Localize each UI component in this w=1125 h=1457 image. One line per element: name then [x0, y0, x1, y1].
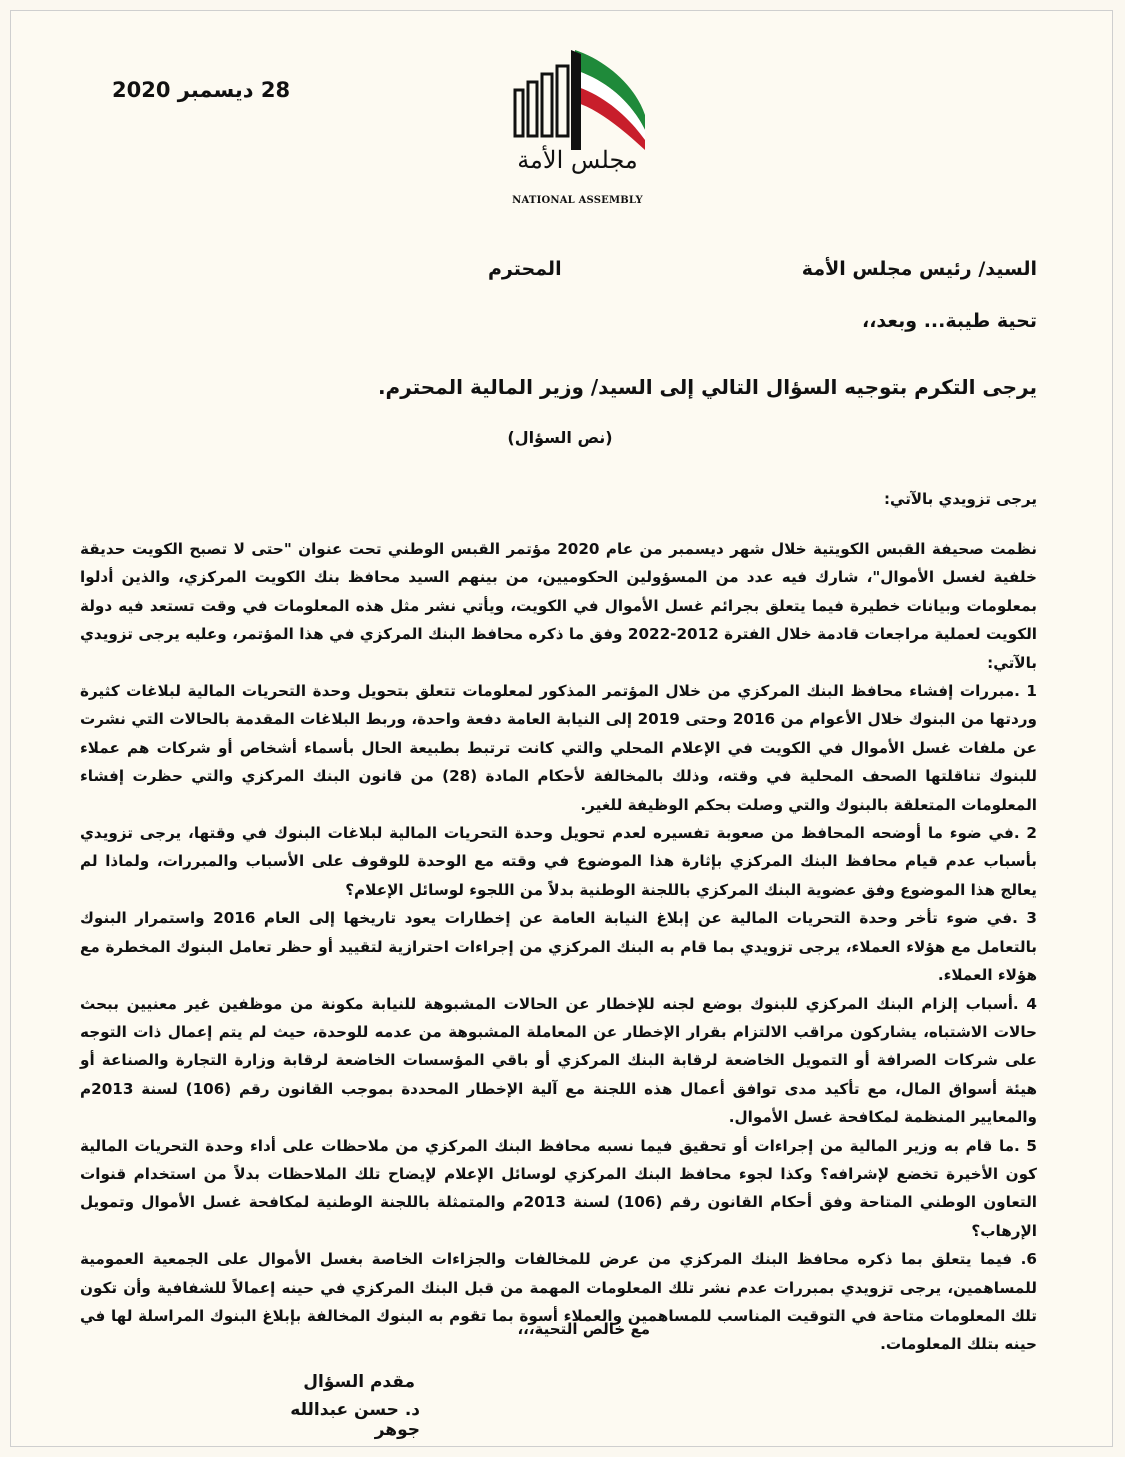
intro-paragraph: نظمت صحيفة القبس الكويتية خلال شهر ديسمبر من عام 2020 مؤتمر القبس الوطني تحت عنوان "حتى لا تصبح الكويت حديقة خلفية لغسل الأموال"، شارك فيه عدد من المسؤولين الحكوميين، من بينهم السيد محافظ بنك الكويت المركزي، والذين أدلوا بمعلومات وبيانات خطيرة فيما يتعلق بجرائم غسل الأموال في الكويت، ويأتي نشر مثل هذه المعلومات في وقت تستعد فيه دولة الكويت لعملية مراجعات قادمة خلال الفترة 2012-2022 وفق ما ذكره محافظ البنك المركزي في هذا المؤتمر، وعليه يرجى تزويدي بالآتي: [80, 540, 1037, 672]
question-item-6: 6. فيما يتعلق بما ذكره محافظ البنك المركزي من عرض للمخالفات والجزاءات الخاصة بغسل الأموال على الجمعية العمومية للمساهمين، يرجى تزويدي بمبررات عدم نشر تلك المعلومات المهمة من قبل البنك المركزي في حينه إعمالاً للشفافية وأن تكون تلك المعلومات متاحة في التوقيت المناسب للمساهمين والعملاء أسوة بما تقوم به البنوك المخالفة بإبلاغ البنوك المراسلة لها في حينه بتلك المعلومات. [80, 1250, 1037, 1354]
question-item-1: 1 .مبررات إفشاء محافظ البنك المركزي من خلال المؤتمر المذكور لمعلومات تتعلق بتحويل وحدة التحريات المالية لبلاغات كثيرة وردتها من البنوك خلال الأعوام من 2016 وحتى 2019 إلى النيابة العامة دفعة واحدة، وربط البلاغات المقدمة بالحالات التي نشرت عن ملفات غسل الأموال في الكويت في الإعلام المحلي والتي كانت ترتبط بطبيعة الحال بأسماء أشخاص أو شركات هم عملاء للبنوك تناقلتها الصحف المحلية في وقته، وذلك بالمخالفة لأحكام المادة (28) من قانون البنك المركزي والتي حظرت إفشاء المعلومات المتعلقة بالبنوك والتي وصلت بحكم الوظيفة للغير. [80, 682, 1038, 814]
addressee: السيد/ رئيس مجلس الأمة [801, 258, 1037, 280]
question-item-3: 3 .في ضوء تأخر وحدة التحريات المالية عن إبلاغ النيابة العامة عن إخطارات يعود تاريخها إلى العام 2016 واستمرار البنوك بالتعامل مع هؤلاء العملاء، يرجى تزويدي بما قام به البنك المركزي من إجراءات احترازية لتقييد أو حظر تعامل البنوك المخطرة مع هؤلاء العملاء. [80, 909, 1037, 985]
question-item-5: 5 .ما قام به وزير المالية من إجراءات أو تحقيق فيما نسبه محافظ البنك المركزي من ملاحظات على أداء وحدة التحريات المالية كون الأخيرة تخضع لإشرافه؟ وكذا لجوء محافظ البنك المركزي لوسائل الإعلام لإيضاح تلك الملاحظات بدلاً من استخدام قنوات التعاون الوطني المتاحة وفق أحكام القانون رقم (106) لسنة 2013م والمتمثلة باللجنة الوطنية لمكافحة غسل الأموال وتمويل الإرهاب؟ [80, 1136, 1037, 1240]
greeting: تحية طيبة... وبعد،، [862, 310, 1037, 332]
logo-english-text: NATIONAL ASSEMBLY [512, 195, 643, 206]
letter-date: 28 ديسمبر 2020 [112, 78, 291, 102]
closing-line: مع خالص التحية،،، [517, 1320, 650, 1338]
addressee-honorific: المحترم [488, 258, 562, 280]
question-heading: (نص السؤال) [507, 428, 613, 447]
question-item-2: 2 .في ضوء ما أوضحه المحافظ من صعوبة تفسيره لعدم تحويل وحدة التحريات المالية لبلاغات البنوك في وقتها، يرجى تزويدي بأسباب عدم قيام محافظ البنك المركزي بإثارة هذا الموضوع في وقته مع الوحدة للوقوف على الأسباب والمبررات، ولماذا لم يعالج هذا الموضوع وفق عضوية البنك المركزي باللجنة الوطنية بدلاً من اللجوء لوسائل الإعلام؟ [80, 824, 1037, 899]
national-assembly-logo [505, 40, 655, 210]
letter-body [80, 535, 1037, 1359]
question-item-4: 4 .أسباب إلزام البنك المركزي للبنوك بوضع لجنه للإخطار عن الحالات المشبوهة للنيابة مكونة من موظفين غير معنيين ببحث حالات الاشتباه، يشاركون مراقب الالتزام بقرار الإخطار عن المعاملة المشبوهة من عدمه للوحدة، حيث لم يتم إعمال ذات التوجه على شركات الصرافة أو التمويل الخاضعة لرقابة البنك المركزي أو باقي المؤسسات الخاضعة لرقابة وزارة التجارة والصناعة أو هيئة أسواق المال، مع تأكيد مدى توافق أعمال هذه اللجنة مع آلية الإخطار المحددة بموجب القانون رقم (106) لسنة 2013م والمعايير المنظمة لمكافحة غسل الأموال. [80, 994, 1037, 1127]
ask-intro: يرجى تزويدي بالآتي: [884, 490, 1037, 508]
logo-arabic-text: مجلس الأمة [517, 146, 638, 174]
signature-name: د. حسن عبدالله جوهر [290, 1400, 420, 1440]
signature-title: مقدم السؤال [303, 1372, 415, 1392]
request-line: يرجى التكرم بتوجيه السؤال التالي إلى السيد/ وزير المالية المحترم. [377, 375, 1037, 399]
